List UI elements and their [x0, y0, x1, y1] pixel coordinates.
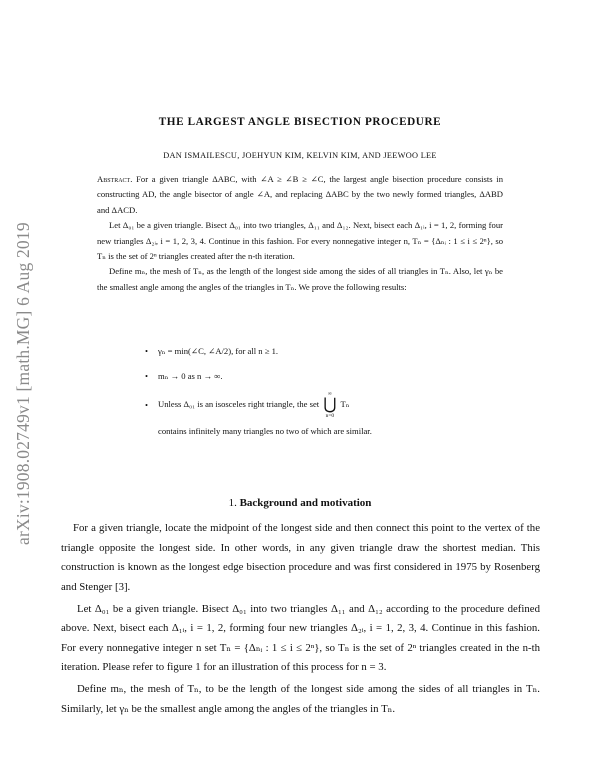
abstract-paragraph-1	[97, 172, 503, 218]
abstract	[97, 172, 503, 295]
section-title: Background and motivation	[239, 497, 372, 509]
result-item-2	[145, 371, 223, 382]
body-paragraph-2: Let Δ₀₁ be a given triangle. Bisect Δ₀₁ into two triangles Δ₁₁ and Δ₁₂ according to the procedure defined above. Next, bisect each Δ₁ᵢ, i = 1, 2, forming four new triangles Δ₂ᵢ, i = 1, 2, 3, 4. Continue in this fashion. For every nonnegative integer n set Tₙ = {Δₙᵢ : 1 ≤ i ≤ 2ⁿ}, so Tₙ is the set of 2ⁿ triangles created in the n-th iteration. Please refer to figure 1 for an illustration of this process for n = 3.	[61, 602, 540, 673]
abstract-paragraph-3: Define mₙ, the mesh of Tₙ, as the length of the longest side among the sides of all triangles in Tₙ. Also, let γₙ be the smallest angle among the angles of the triangles in Tₙ. We prove the following results:	[97, 266, 503, 292]
section-heading	[0, 497, 600, 509]
body-text	[61, 519, 540, 719]
big-union-operator: ∞ ⋃ n=0	[323, 391, 337, 419]
body-paragraph-1: For a given triangle, locate the midpoint of the longest side and then connect this point to the vertex of the triangle opposite the longest side. In other words, in any given triangle draw the shortest median. This construction is known as the longest edge bisection procedure and was first considered in 1975 by Rosenberg and Stenger [3].	[61, 522, 540, 593]
arxiv-sidebar-id: arXiv:1908.02749v1 [math.MG] 6 Aug 2019	[13, 222, 33, 545]
bullet-icon: •	[145, 371, 149, 381]
bullet-icon: •	[145, 400, 149, 410]
author-list: DAN ISMAILESCU, JOEHYUN KIM, KELVIN KIM, AND JEEWOO LEE	[163, 151, 437, 160]
result-item-3-continued: contains infinitely many triangles no two of which are similar.	[158, 426, 372, 436]
body-paragraph-3: Define mₙ, the mesh of Tₙ, to be the length of the longest side among the sides of all triangles in Tₙ. Similarly, let γₙ be the smallest angle among the angles of the triangles in Tₙ.	[61, 683, 540, 715]
bullet-icon: •	[145, 346, 149, 356]
result-item-3	[145, 390, 350, 420]
abstract-label: Abstract.	[97, 174, 133, 184]
result-2-text: mₙ → 0 as n → ∞.	[158, 371, 223, 381]
result-3-prefix: Unless Δ₀₁ is an isosceles right triangle, the set	[158, 398, 320, 409]
paper-title: THE LARGEST ANGLE BISECTION PROCEDURE	[158, 116, 442, 128]
result-3-term: Tₙ	[340, 398, 350, 409]
abstract-paragraph-2: Let Δ₀₁ be a given triangle. Bisect Δ₀₁ into two triangles, Δ₁₁ and Δ₁₂. Next, bisect each Δ₁ᵢ, i = 1, 2, forming four new triangles Δ₂ᵢ, i = 1, 2, 3, 4. Continue in this fashion. For every nonnegative integer n, Tₙ = {Δₙᵢ : 1 ≤ i ≤ 2ⁿ}, so Tₙ is the set of 2ⁿ triangles created after the n-th iteration.	[97, 220, 503, 262]
result-item-1	[145, 346, 279, 357]
section-number: 1.	[228, 497, 237, 509]
abstract-p1-text: For a given triangle ΔABC, with ∠A ≥ ∠B ≥ ∠C, the largest angle bisection procedure consists in constructing AD, the angle bisector of angle ∠A, and replacing ΔABC by the two newly formed triangles, ΔABD and ΔACD.	[97, 174, 503, 215]
result-1-text: γₙ = min(∠C, ∠A/2), for all n ≥ 1.	[158, 346, 279, 356]
